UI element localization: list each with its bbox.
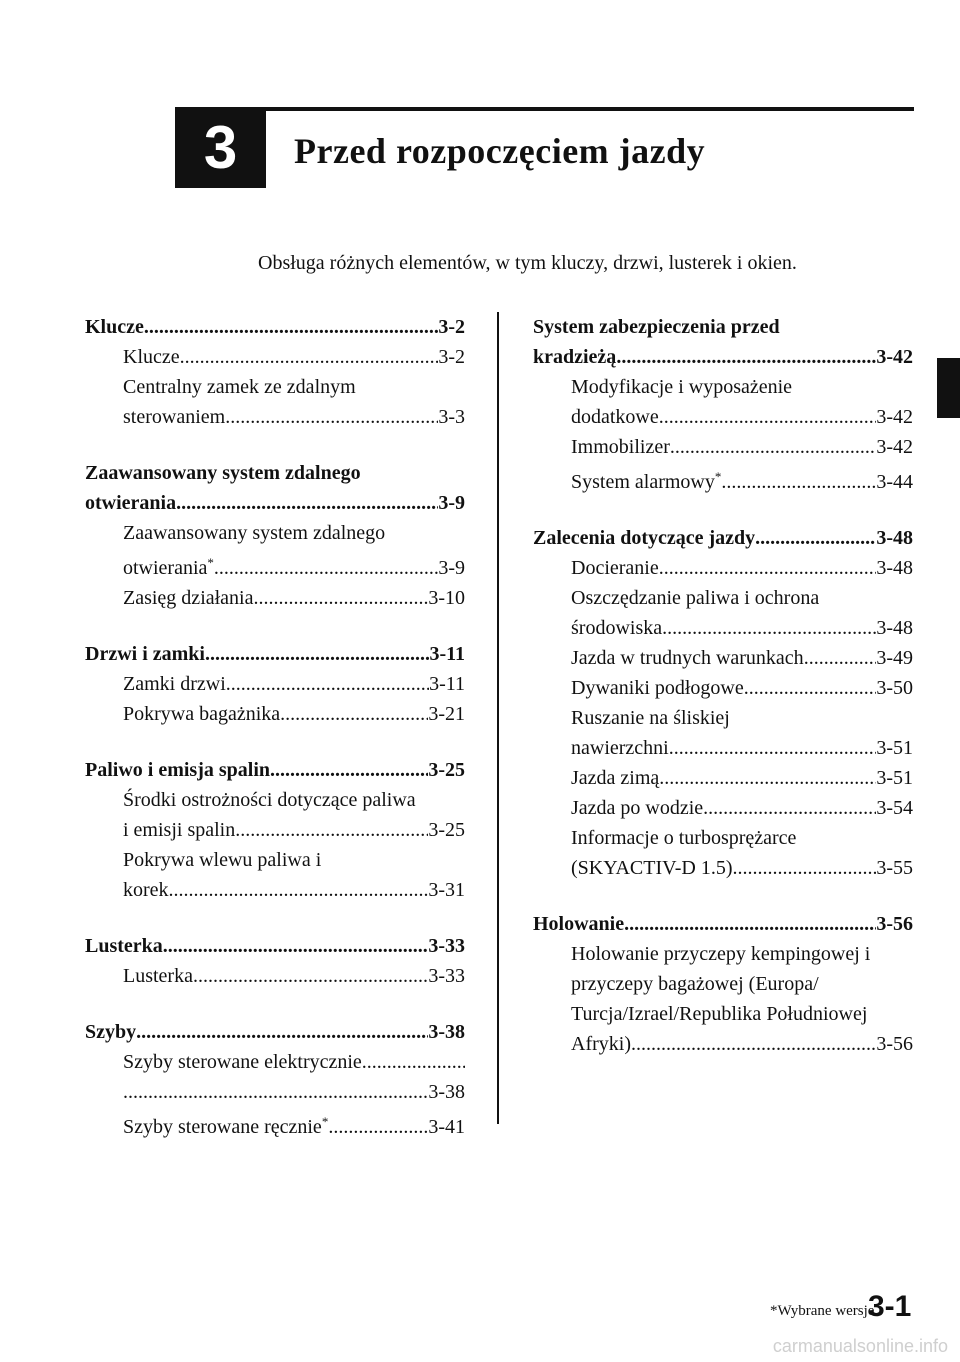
toc-entry-line: Zaawansowany system zdalnego [85, 462, 361, 484]
toc-section-drzwi [85, 639, 465, 729]
toc-section-szyby [85, 1017, 465, 1142]
toc-subentry[interactable]: otwierania* ..... 3-9 [123, 548, 465, 583]
watermark: carmanualsonline.info [772, 1336, 948, 1356]
toc-entry[interactable]: kradzieżą ..... 3-42 [533, 342, 913, 372]
column-divider [497, 312, 499, 1124]
toc-subentry[interactable]: Zasięg działania ..... 3-10 [123, 583, 465, 613]
toc-entry[interactable]: Lusterka ..... 3-33 [85, 931, 465, 961]
toc-subentry[interactable]: ..... 3-38 [123, 1077, 465, 1107]
toc-subentry[interactable]: Szyby sterowane ręcznie* ..... 3-41 [123, 1107, 465, 1142]
chapter-header-rule [266, 107, 914, 111]
toc-section-paliwo [85, 755, 465, 905]
toc-section-zabezpieczenie [533, 312, 913, 497]
page-number: 3-1 [868, 1290, 912, 1323]
toc-subentry[interactable]: Lusterka ..... 3-33 [123, 961, 465, 991]
toc-subentry[interactable]: środowiska ..... 3-48 [571, 613, 913, 643]
toc-subentry-line: Modyfikacje i wyposażenie [571, 376, 793, 398]
asterisk-marker: * [207, 555, 214, 570]
footnote: *Wybrane wersje. [770, 1303, 879, 1319]
toc-section-klucze [85, 312, 465, 432]
toc-subentry[interactable]: Immobilizer ..... 3-42 [571, 432, 913, 462]
toc-entry[interactable]: Klucze ..... 3-2 [85, 312, 465, 342]
toc-section-zalecenia [533, 523, 913, 883]
toc-entry-line: System zabezpieczenia przed [533, 316, 780, 338]
toc-subentry-line: Szyby sterowane elektrycznie ..... [123, 1047, 465, 1077]
chapter-side-tab [937, 358, 960, 418]
toc-entry[interactable]: Paliwo i emisja spalin ..... 3-25 [85, 755, 465, 785]
toc-subentry-line: Środki ostrożności dotyczące paliwa [123, 789, 416, 811]
toc-subentry-line: Turcja/Izrael/Republika Południowej [571, 1003, 868, 1025]
toc-subentry[interactable]: Afryki) ..... 3-56 [571, 1029, 913, 1059]
toc-subentry[interactable]: Dywaniki podłogowe ..... 3-50 [571, 673, 913, 703]
toc-subentry-line: przyczepy bagażowej (Europa/ [571, 973, 819, 995]
toc-entry[interactable]: Holowanie ..... 3-56 [533, 909, 913, 939]
toc-left-column [85, 312, 465, 1168]
toc-section-lusterka [85, 931, 465, 991]
toc-subentry[interactable]: sterowaniem ..... 3-3 [123, 402, 465, 432]
toc-subentry-line: Zaawansowany system zdalnego [123, 522, 386, 544]
toc-right-column [533, 312, 913, 1085]
toc-subentry[interactable]: Jazda zimą ..... 3-51 [571, 763, 913, 793]
toc-subentry-line: Oszczędzanie paliwa i ochrona [571, 587, 820, 609]
toc-section-zaawansowany [85, 458, 465, 613]
toc-subentry-line: Centralny zamek ze zdalnym [123, 376, 356, 398]
chapter-number-box [175, 107, 266, 188]
asterisk-marker: * [714, 469, 722, 484]
toc-entry[interactable]: Zalecenia dotyczące jazdy ..... 3-48 [533, 523, 913, 553]
toc-subentry[interactable]: i emisji spalin ..... 3-25 [123, 815, 465, 845]
toc-subentry-line: Ruszanie na śliskiej [571, 707, 730, 729]
toc-entry[interactable]: otwierania ..... 3-9 [85, 488, 465, 518]
toc-subentry[interactable]: nawierzchni ..... 3-51 [571, 733, 913, 763]
chapter-number: 3 [203, 114, 238, 181]
toc-section-holowanie [533, 909, 913, 1059]
toc-entry[interactable]: Drzwi i zamki ..... 3-11 [85, 639, 465, 669]
chapter-intro: Obsługa różnych elementów, w tym kluczy, drzwi, lusterek i okien. [258, 252, 797, 274]
toc-subentry[interactable]: Klucze ..... 3-2 [123, 342, 465, 372]
toc-subentry[interactable]: dodatkowe ..... 3-42 [571, 402, 913, 432]
toc-subentry[interactable]: Pokrywa bagażnika ..... 3-21 [123, 699, 465, 729]
toc-subentry[interactable]: Zamki drzwi ..... 3-11 [123, 669, 465, 699]
toc-entry[interactable]: Szyby ..... 3-38 [85, 1017, 465, 1047]
asterisk-marker: * [321, 1114, 329, 1129]
chapter-title: Przed rozpoczęciem jazdy [294, 131, 706, 171]
toc-subentry[interactable]: Jazda w trudnych warunkach ..... 3-49 [571, 643, 913, 673]
toc-subentry[interactable]: Docieranie ..... 3-48 [571, 553, 913, 583]
toc-subentry[interactable]: Jazda po wodzie ..... 3-54 [571, 793, 913, 823]
toc-subentry[interactable]: (SKYACTIV-D 1.5) ..... 3-55 [571, 853, 913, 883]
toc-subentry[interactable]: System alarmowy* ..... 3-44 [571, 462, 913, 497]
toc-subentry[interactable]: korek ..... 3-31 [123, 875, 465, 905]
toc-subentry-line: Pokrywa wlewu paliwa i [123, 849, 322, 871]
toc-subentry-line: Holowanie przyczepy kempingowej i [571, 943, 871, 965]
toc-subentry-line: Informacje o turbosprężarce [571, 827, 797, 849]
